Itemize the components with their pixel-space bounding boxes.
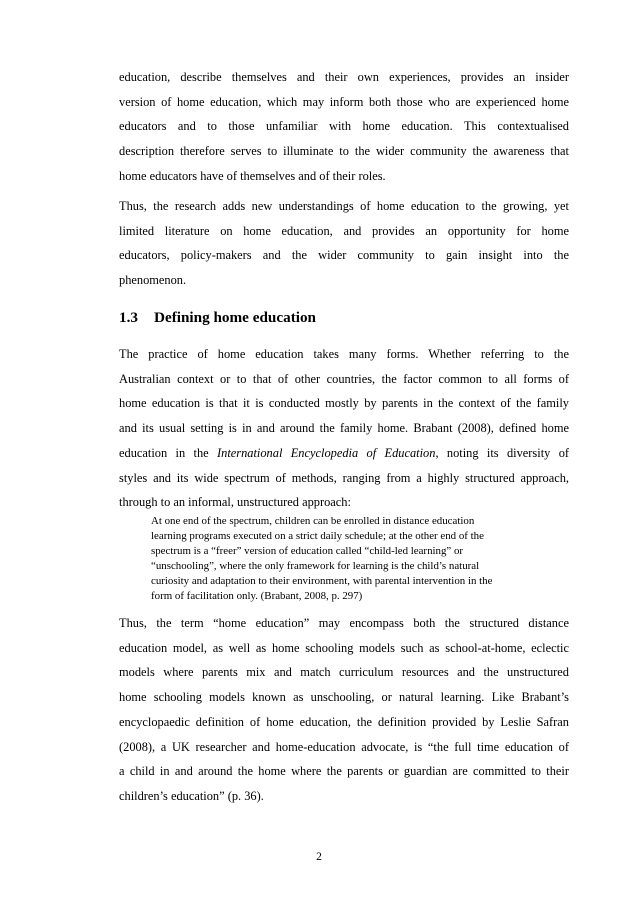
paragraph-line: educators and to those unfamiliar with home education. This contextualised [119,119,569,134]
section-heading [119,309,316,327]
quote-line: curiosity and adaptation to their environment, with parental intervention in the [151,574,493,587]
paragraph-line: a child in and around the home where the parents or guardian are committed to their [119,764,569,779]
paragraph-2 [119,194,569,293]
paragraph-line: (2008), a UK researcher and home-education advocate, is “the full time education of [119,739,569,754]
paragraph-line: models where parents mix and match curriculum resources and the unstructured [119,665,569,680]
paragraph-4 [119,611,569,809]
page-number: 2 [316,851,322,863]
paragraph-3 [119,342,569,515]
paragraph-line: children’s education” (p. 36). [119,788,264,803]
text-run: , noting its diversity of [435,445,570,460]
quote-line: At one end of the spectrum, children can be enrolled in distance education [151,515,475,527]
quote-line: spectrum is a “freer” version of education called “child-led learning” or [151,544,464,557]
paragraph-line: through to an informal, unstructured approach: [119,495,351,510]
quote-line: learning programs executed on a strict daily schedule; at the other end of the [151,529,484,542]
paragraph-1 [119,65,569,189]
block-quote [151,514,511,603]
paragraph-line: home educators have of themselves and of their roles. [119,168,386,183]
section-number: 1.3 [119,309,138,326]
paragraph-line [119,441,569,466]
paragraph-line: encyclopaedic definition of home education, the definition provided by Leslie Safran [119,714,569,729]
quote-line: “unschooling”, where the only framework for learning is the child’s natural [151,559,480,572]
section-title: Defining home education [154,309,317,326]
text-run: education in the [119,445,217,460]
paragraph-line: Thus, the term “home education” may encompass both the structured distance [119,616,569,630]
paragraph-line: education model, as well as home schooling models such as school-at-home, eclectic [119,640,569,655]
paragraph-line: description therefore serves to illuminate to the wider community the awareness that [119,144,569,159]
paragraph-line: and its usual setting is in and around the family home. Brabant (2008), defined home [119,421,569,436]
paragraph-line: The practice of home education takes many forms. Whether referring to the [119,347,569,361]
paragraph-line: styles and its wide spectrum of methods, ranging from a highly structured approach, [119,470,569,485]
paragraph-line: limited literature on home education, and provides an opportunity for home [119,223,569,238]
encyclopedia-title: International Encyclopedia of Education [217,445,436,460]
paragraph-line: Thus, the research adds new understandings of home education to the growing, yet [119,199,569,213]
paragraph-line: phenomenon. [119,273,187,288]
paragraph-line: home education is that it is conducted mostly by parents in the context of the family [119,396,569,411]
paragraph-line: home schooling models known as unschooling, or natural learning. Like Brabant’s [119,690,569,705]
paragraph-line: educators, policy-makers and the wider community to gain insight into the [119,248,569,263]
paragraph-line: education, describe themselves and their own experiences, provides an insider [119,70,569,84]
paragraph-line: version of home education, which may inform both those who are experienced home [119,94,569,109]
quote-line: form of facilitation only. (Brabant, 2008, p. 297) [151,589,363,602]
paragraph-line: Australian context or to that of other countries, the factor common to all forms of [119,371,569,386]
